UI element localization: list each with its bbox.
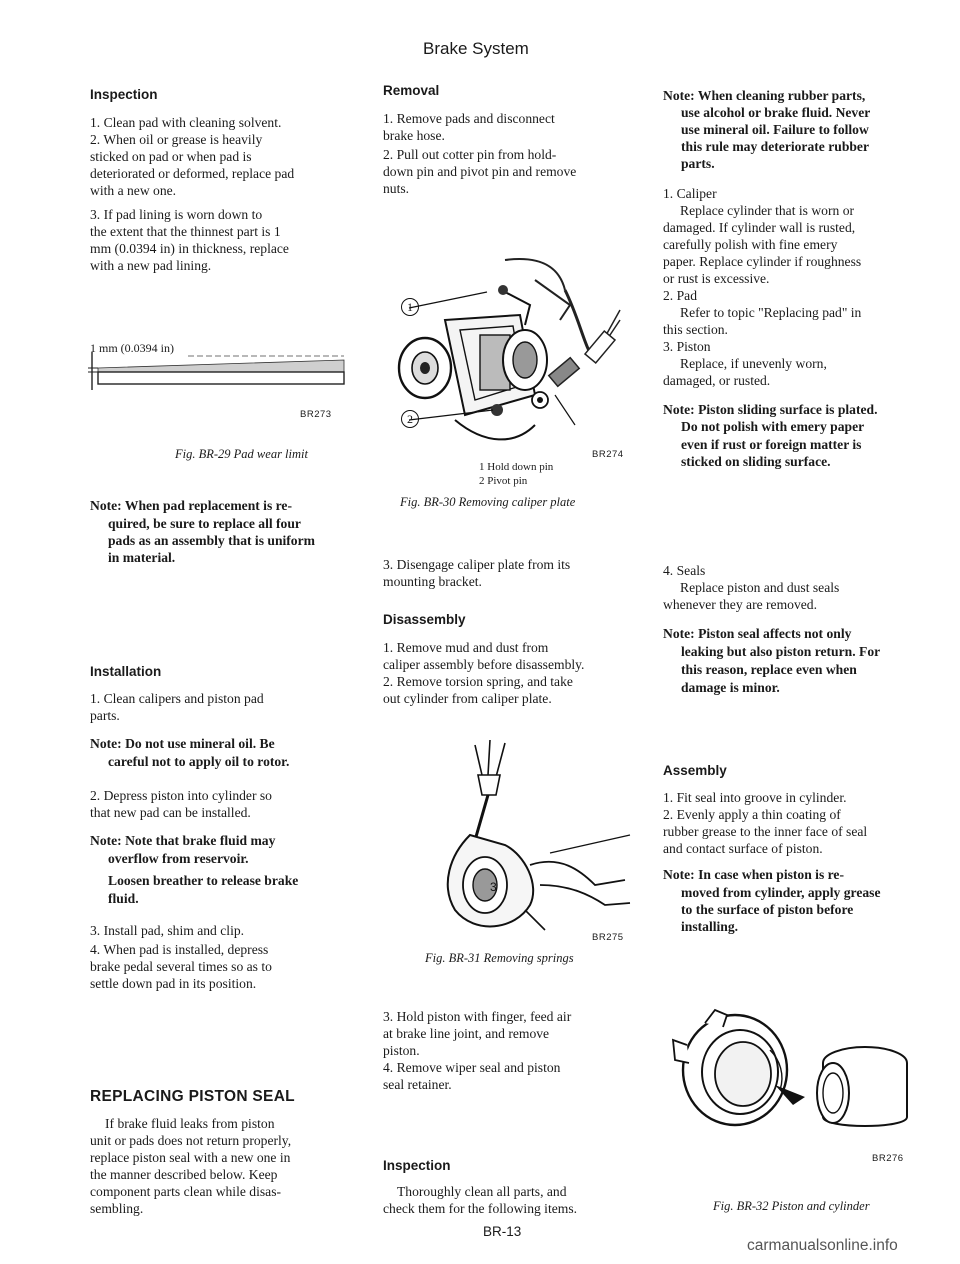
text-line: unit or pads does not return properly, (90, 1133, 292, 1148)
removal-heading: Removal (383, 83, 440, 98)
text-line: paper. Replace cylinder if roughness (663, 254, 862, 269)
fig29-dimension-label: 1 mm (0.0394 in) (90, 341, 174, 355)
page-number: BR-13 (483, 1224, 522, 1239)
note-line: sticked on sliding surface. (681, 454, 831, 469)
text-line: with a new pad lining. (90, 258, 212, 273)
note-line: leaking but also piston return. For (681, 644, 881, 659)
text-line: sembling. (90, 1201, 144, 1216)
text-line: with a new one. (90, 183, 177, 198)
note-line: Note: In case when piston is re- (663, 867, 844, 882)
text-line: Refer to topic "Replacing pad" in (680, 305, 862, 320)
text-line: 3. If pad lining is worn down to (90, 207, 263, 222)
fig29-caption: Fig. BR-29 Pad wear limit (175, 447, 308, 461)
note-line: Do not polish with emery paper (681, 419, 865, 434)
removing-springs-illustration (430, 735, 640, 940)
text-line: settle down pad in its position. (90, 976, 257, 991)
text-line: mm (0.0394 in) in thickness, replace (90, 241, 289, 256)
text-line: replace piston seal with a new one in (90, 1150, 291, 1165)
note-line: careful not to apply oil to rotor. (108, 754, 290, 769)
note-line: this reason, replace even when (681, 662, 857, 677)
text-line: Replace piston and dust seals (680, 580, 840, 595)
text-line: damaged. If cylinder wall is rusted, (663, 220, 856, 235)
text-line: 1. Remove mud and dust from (383, 640, 549, 655)
text-line: 3. Disengage caliper plate from its (383, 557, 571, 572)
note-line: Note: When pad replacement is re- (90, 498, 292, 513)
note-line: Note: Note that brake fluid may (90, 833, 276, 848)
note-line: overflow from reservoir. (108, 851, 249, 866)
text-line: 1. Fit seal into groove in cylinder. (663, 790, 847, 805)
note-line: use alcohol or brake fluid. Never (681, 105, 871, 120)
note-line: Note: When cleaning rubber parts, (663, 88, 866, 103)
installation-heading: Installation (90, 664, 162, 679)
text-line: deteriorated or deformed, replace pad (90, 166, 295, 181)
text-line: 2. Remove torsion spring, and take (383, 674, 573, 689)
text-line: 2. Depress piston into cylinder so (90, 788, 272, 803)
text-line: 2. Evenly apply a thin coating of (663, 807, 841, 822)
text-line: 3. Hold piston with finger, feed air (383, 1009, 572, 1024)
text-line: brake hose. (383, 128, 445, 143)
fig30-caption: Fig. BR-30 Removing caliper plate (400, 495, 576, 509)
note-line: Note: Do not use mineral oil. Be (90, 736, 275, 751)
fig30-legend-1: 1 Hold down pin (479, 461, 554, 473)
note-line: Note: Piston seal affects not only (663, 626, 852, 641)
note-line: use mineral oil. Failure to follow (681, 122, 869, 137)
fig32-code: BR276 (872, 1153, 904, 1164)
text-line: mounting bracket. (383, 574, 482, 589)
note-line: fluid. (108, 891, 139, 906)
page-header-title: Brake System (423, 39, 529, 58)
text-line: 4. Seals (663, 563, 706, 578)
text-line: 3. Piston (663, 339, 711, 354)
text-line: 2. Pad (663, 288, 697, 303)
note-line: to the surface of piston before (681, 902, 854, 917)
text-line: Replace cylinder that is worn or (680, 203, 855, 218)
text-line: 1. Remove pads and disconnect (383, 111, 555, 126)
fig29-code: BR273 (300, 409, 332, 420)
fig31-caption: Fig. BR-31 Removing springs (425, 951, 574, 965)
text-line: at brake line joint, and remove (383, 1026, 550, 1041)
text-line: rubber grease to the inner face of seal (663, 824, 868, 839)
text-line: sticked on pad or when pad is (90, 149, 252, 164)
text-line: Replace, if unevenly worn, (680, 356, 827, 371)
text-line: Thoroughly clean all parts, and (397, 1184, 567, 1199)
text-line: 1. Clean calipers and piston pad (90, 691, 264, 706)
text-line: 4. Remove wiper seal and piston (383, 1060, 561, 1075)
fig30-legend-2: 2 Pivot pin (479, 475, 528, 487)
note-line: pads as an assembly that is uniform (108, 533, 315, 548)
text-line: that new pad can be installed. (90, 805, 251, 820)
note-line: even if rust or foreign matter is (681, 437, 862, 452)
note-line: parts. (681, 156, 715, 171)
text-line: or rust is excessive. (663, 271, 770, 286)
pad-wear-diagram (88, 350, 348, 390)
fig31-code: BR275 (592, 932, 624, 943)
text-line: out cylinder from caliper plate. (383, 691, 552, 706)
text-line: 3. Install pad, shim and clip. (90, 923, 245, 938)
inspection-heading: Inspection (90, 87, 158, 102)
disassembly-heading: Disassembly (383, 612, 466, 627)
text-line: and contact surface of piston. (663, 841, 823, 856)
replacing-piston-seal-heading: REPLACING PISTON SEAL (90, 1088, 295, 1105)
text-line: If brake fluid leaks from piston (105, 1116, 275, 1131)
fig32-caption: Fig. BR-32 Piston and cylinder (713, 1199, 870, 1213)
text-line: check them for the following items. (383, 1201, 578, 1216)
callout-2: 2 (401, 410, 419, 428)
note-line: this rule may deteriorate rubber (681, 139, 870, 154)
note-line: in material. (108, 550, 176, 565)
caliper-plate-illustration (385, 250, 635, 455)
text-line: piston. (383, 1043, 420, 1058)
note-line: Loosen breather to release brake (108, 873, 299, 888)
note-line: damage is minor. (681, 680, 780, 695)
inspection-heading-2: Inspection (383, 1158, 451, 1173)
text-line: 2. Pull out cotter pin from hold- (383, 147, 557, 162)
fig30-code: BR274 (592, 449, 624, 460)
note-line: installing. (681, 919, 739, 934)
text-line: brake pedal several times so as to (90, 959, 272, 974)
note-line: moved from cylinder, apply grease (681, 885, 881, 900)
text-line: nuts. (383, 181, 410, 196)
piston-and-cylinder-illustration (665, 1005, 930, 1140)
text-line: 1. Clean pad with cleaning solvent. (90, 115, 282, 130)
watermark: carmanualsonline.info (747, 1237, 898, 1254)
text-line: the extent that the thinnest part is 1 (90, 224, 281, 239)
callout-1: 1 (401, 298, 419, 316)
note-line: quired, be sure to replace all four (108, 516, 301, 531)
text-line: 1. Caliper (663, 186, 717, 201)
text-line: damaged, or rusted. (663, 373, 771, 388)
text-line: whenever they are removed. (663, 597, 817, 612)
text-line: caliper assembly before disassembly. (383, 657, 585, 672)
text-line: 2. When oil or grease is heavily (90, 132, 263, 147)
text-line: the manner described below. Keep (90, 1167, 278, 1182)
assembly-heading: Assembly (663, 763, 727, 778)
text-line: 4. When pad is installed, depress (90, 942, 269, 957)
text-line: down pin and pivot pin and remove (383, 164, 577, 179)
text-line: seal retainer. (383, 1077, 452, 1092)
text-line: this section. (663, 322, 728, 337)
text-line: parts. (90, 708, 120, 723)
svg-text:3: 3 (490, 880, 497, 894)
text-line: component parts clean while disas- (90, 1184, 282, 1199)
note-line: Note: Piston sliding surface is plated. (663, 402, 878, 417)
text-line: carefully polish with fine emery (663, 237, 838, 252)
